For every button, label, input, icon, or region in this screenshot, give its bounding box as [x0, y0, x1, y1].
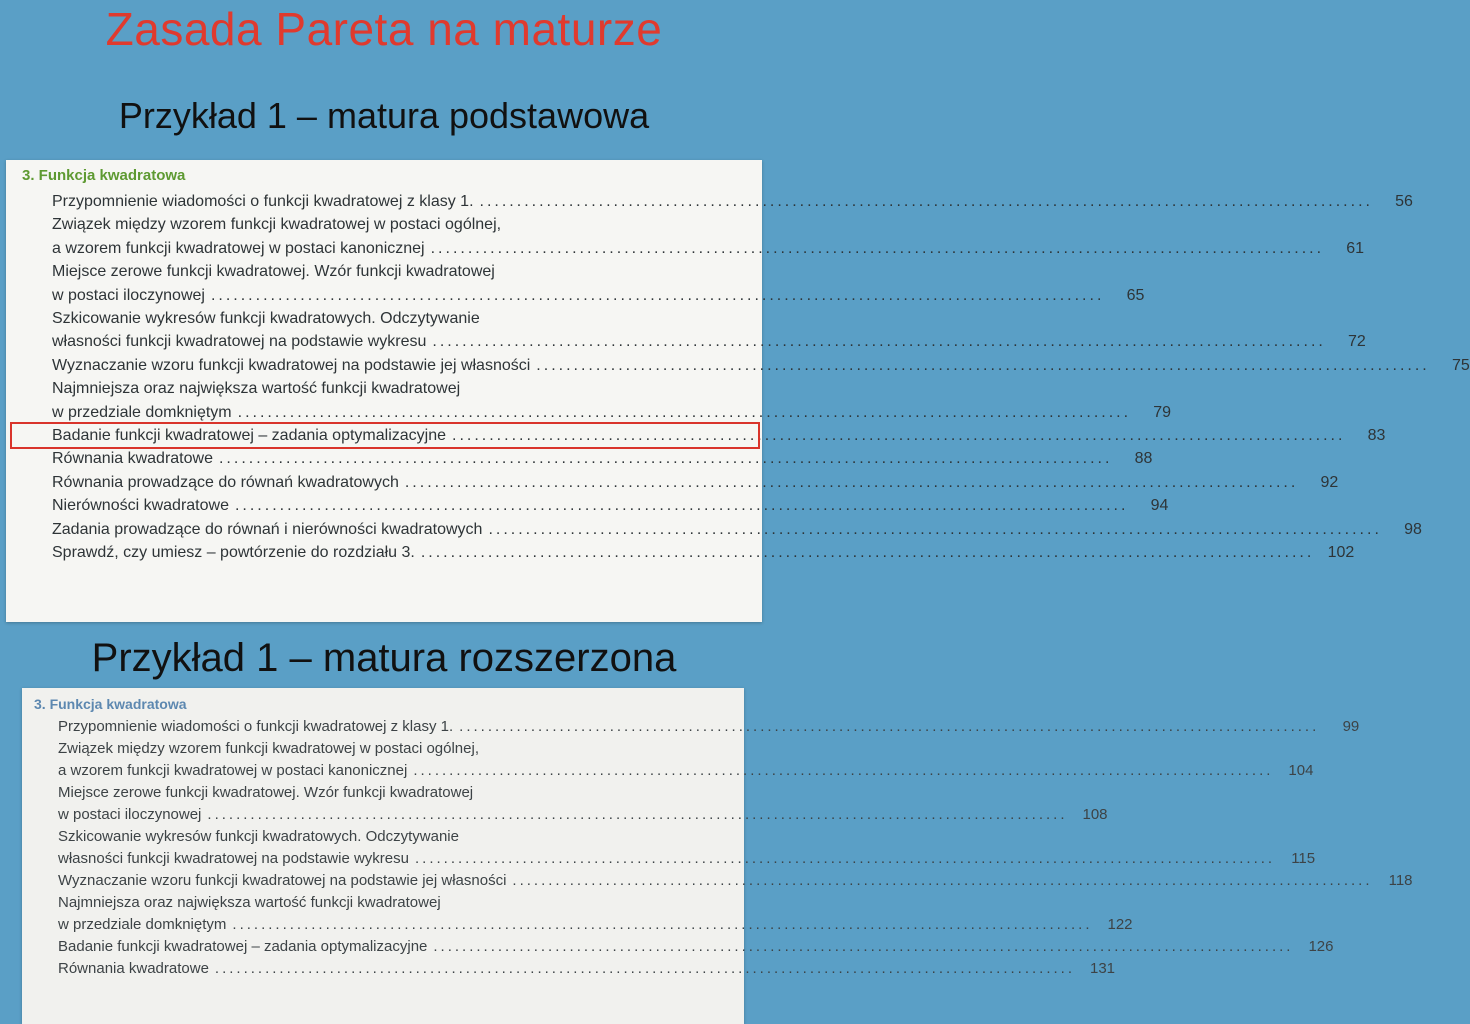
toc-entry-text: w postaci iloczynowej [58, 806, 202, 823]
dot-leader: ........................................................................................................................ [488, 520, 1382, 538]
toc-entry [52, 541, 1355, 564]
toc-page-number: 118 [1388, 872, 1413, 889]
toc-entry-text: Badanie funkcji kwadratowej – zadania optymalizacyjne [58, 938, 428, 955]
dot-leader: ........................................................................................................................ [218, 450, 1113, 468]
toc-entry-text: w postaci iloczynowej [52, 286, 205, 304]
toc-page-number: 122 [1107, 916, 1133, 933]
toc-entry [52, 213, 1365, 260]
dot-leader: ........................................................................................................................ [214, 960, 1076, 977]
dot-leader: ........................................................................................................................ [430, 239, 1325, 257]
toc-entry-text: Szkicowanie wykresów funkcji kwadratowych. Odczytywanie [58, 828, 459, 845]
dot-leader: ........................................................................................................................ [207, 806, 1068, 823]
toc-entry-text: Nierówności kwadratowe [52, 497, 229, 515]
toc-entry-text: w przedziale domkniętym [52, 403, 232, 421]
dot-leader: ........................................................................................................................ [459, 718, 1320, 735]
toc-page-number: 104 [1288, 762, 1314, 779]
toc-page-number: 98 [1404, 520, 1422, 538]
toc-entry [58, 782, 1108, 826]
dot-leader: ........................................................................................................................ [210, 286, 1105, 304]
dot-leader: ........................................................................................................................ [512, 872, 1373, 889]
toc-entry [58, 892, 1133, 936]
toc-page-number: 56 [1395, 193, 1413, 210]
dot-leader: ........................................................................................................................ [413, 762, 1274, 779]
dot-leader: ........................................................................................................................ [232, 916, 1093, 933]
toc-page-number: 92 [1320, 473, 1339, 491]
dot-leader: ........................................................................................................................ [415, 850, 1276, 867]
toc-entry [52, 447, 1153, 470]
toc-entry [52, 377, 1172, 424]
toc-entry-text: Badanie funkcji kwadratowej – zadania optymalizacyjne [52, 427, 446, 445]
toc-page-number: 83 [1367, 427, 1386, 445]
dot-leader: ........................................................................................................................ [479, 193, 1373, 210]
toc-page-number: 75 [1451, 356, 1470, 374]
toc-page-number: 126 [1308, 938, 1334, 955]
toc-page-number: 115 [1291, 850, 1316, 867]
toc-entry-text: Miejsce zerowe funkcji kwadratowej. Wzór funkcji kwadratowej [58, 784, 474, 801]
toc-entry-text: Najmniejsza oraz największa wartość funkcji kwadratowej [52, 380, 461, 398]
toc-entry-text: w przedziale domkniętym [58, 916, 227, 933]
toc-entry [58, 716, 1360, 738]
toc-chapter-heading: 3. Funkcja kwadratowa [34, 696, 187, 712]
toc-entry-text: Równania prowadzące do równań kwadratowych [52, 473, 399, 491]
toc-entry-text: Przypomnienie wiadomości o funkcji kwadratowej z klasy 1. [52, 193, 474, 210]
toc-entry [52, 260, 1145, 307]
dot-leader: ........................................................................................................................ [452, 427, 1346, 445]
toc-entry-text: Przypomnienie wiadomości o funkcji kwadratowej z klasy 1. [58, 718, 454, 735]
toc-entry-text: własności funkcji kwadratowej na podstawie wykresu [58, 850, 409, 867]
toc-entry-text: a wzorem funkcji kwadratowej w postaci kanonicznej [52, 239, 425, 257]
toc-page-number: 94 [1150, 497, 1169, 515]
toc-list [52, 190, 1470, 565]
toc-entry [52, 471, 1339, 494]
toc-entry-text: Związek między wzorem funkcji kwadratowej w postaci ogólnej, [52, 216, 502, 234]
toc-chapter-heading: 3. Funkcja kwadratowa [22, 167, 186, 184]
toc-entry [52, 518, 1422, 541]
toc-entry-text: Zadania prowadzące do równań i nierówności kwadratowych [52, 520, 483, 538]
toc-entry [58, 936, 1334, 958]
toc-entry [52, 494, 1169, 517]
dot-leader: ........................................................................................................................ [420, 544, 1315, 562]
toc-entry-text: Najmniejsza oraz największa wartość funkcji kwadratowej [58, 894, 441, 911]
dot-leader: ........................................................................................................................ [234, 497, 1129, 515]
toc-entry-text: własności funkcji kwadratowej na podstawie wykresu [52, 333, 427, 351]
toc-entry [58, 826, 1316, 870]
section-title-rozszerzona: Przykład 1 – matura rozszerzona [91, 636, 677, 680]
toc-page-number: 88 [1134, 450, 1153, 468]
dot-leader: ........................................................................................................................ [536, 356, 1430, 374]
toc-panel-rozszerzona [22, 688, 1413, 1024]
toc-entry-highlighted [12, 424, 1386, 447]
toc-panel-podstawowa [6, 160, 1470, 622]
toc-entry-text: Związek między wzorem funkcji kwadratowej w postaci ogólnej, [58, 740, 479, 757]
toc-entry [58, 958, 1116, 980]
toc-page-number: 79 [1153, 403, 1172, 421]
section-title-podstawowa: Przykład 1 – matura podstawowa [118, 95, 650, 136]
toc-entry [52, 354, 1470, 377]
toc-list [58, 716, 1413, 980]
toc-entry-text: Miejsce zerowe funkcji kwadratowej. Wzór funkcji kwadratowej [52, 263, 495, 281]
dot-leader: ........................................................................................................................ [404, 473, 1299, 491]
toc-entry [52, 190, 1413, 213]
toc-entry-text: Równania kwadratowe [52, 450, 213, 468]
toc-entry [58, 738, 1314, 782]
toc-entry-text: Wyznaczanie wzoru funkcji kwadratowej na podstawie jej własności [58, 872, 507, 889]
toc-entry-text: Wyznaczanie wzoru funkcji kwadratowej na podstawie jej własności [52, 356, 531, 374]
toc-entry-text: Równania kwadratowe [58, 960, 209, 977]
toc-page-number: 65 [1126, 286, 1145, 304]
toc-page-number: 102 [1327, 544, 1355, 562]
toc-page-number: 108 [1082, 806, 1108, 823]
toc-entry-text: a wzorem funkcji kwadratowej w postaci kanonicznej [58, 762, 408, 779]
dot-leader: ........................................................................................................................ [237, 403, 1132, 421]
toc-entry-text: Sprawdź, czy umiesz – powtórzenie do rozdziału 3. [52, 544, 415, 562]
toc-page-number: 131 [1090, 960, 1116, 977]
toc-entry [58, 870, 1413, 892]
toc-entry-text: Szkicowanie wykresów funkcji kwadratowych. Odczytywanie [52, 310, 480, 328]
dot-leader: ........................................................................................................................ [433, 938, 1294, 955]
toc-page-number: 61 [1346, 239, 1365, 257]
toc-page-number: 99 [1342, 718, 1360, 735]
main-title: Zasada Pareta na maturze [105, 3, 663, 55]
dot-leader: ........................................................................................................................ [432, 333, 1326, 351]
toc-entry [52, 307, 1366, 354]
toc-page-number: 72 [1348, 333, 1366, 351]
